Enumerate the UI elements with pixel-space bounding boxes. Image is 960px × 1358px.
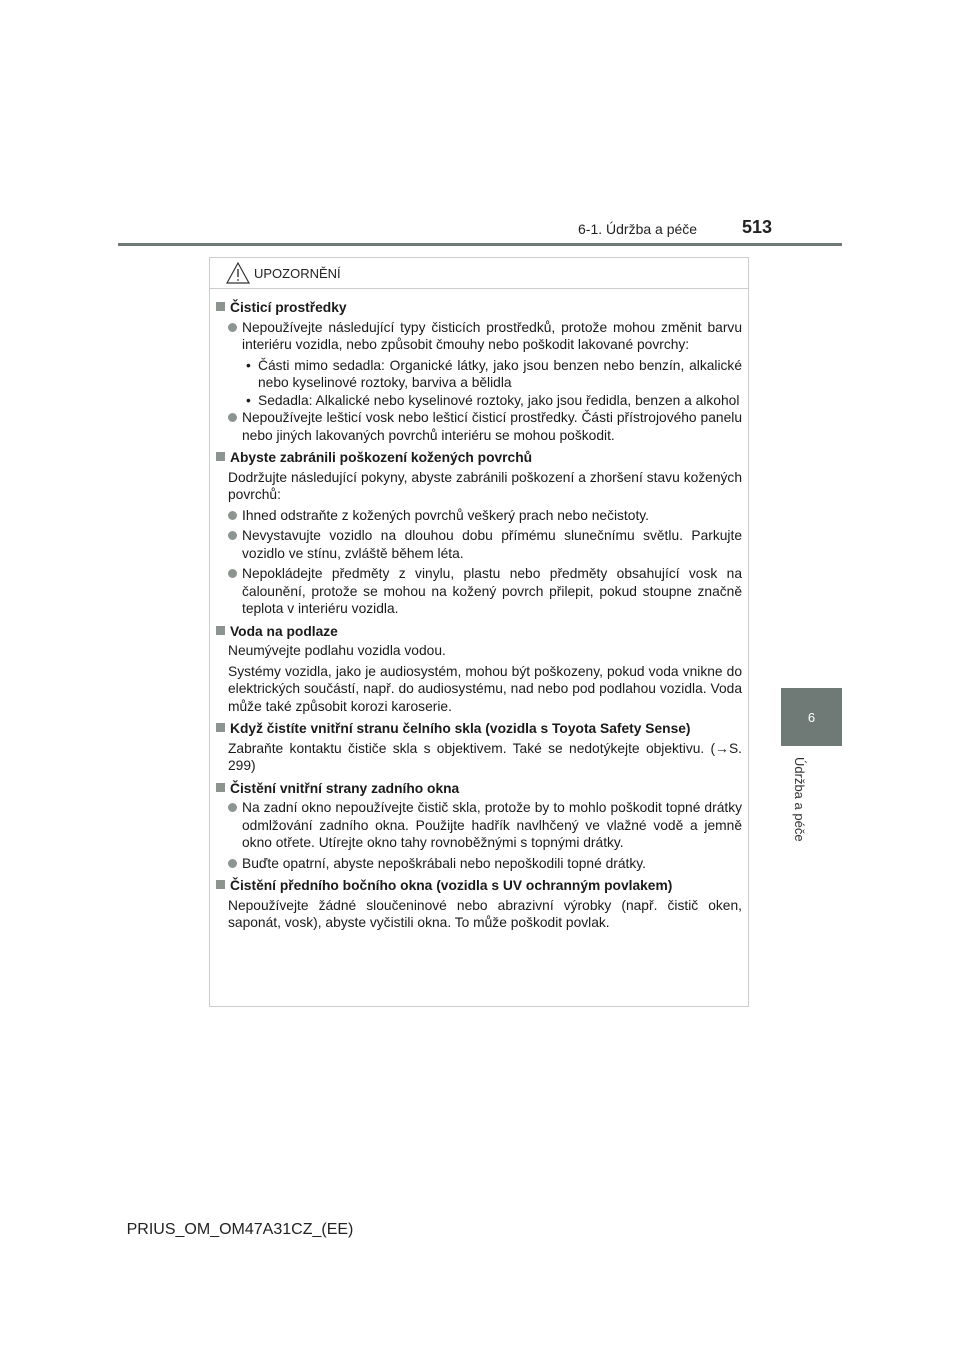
chapter-tab-number: 6 — [807, 709, 816, 725]
small-bullet-icon: • — [246, 392, 251, 408]
circle-bullet-icon — [228, 511, 237, 520]
circle-bullet-icon — [228, 569, 237, 578]
list-item-text: Buďte opatrní, abyste nepoškrábali nebo nepoškodili topné drátky. — [242, 855, 646, 871]
chapter-tab-label: Údržba a péče — [792, 757, 807, 842]
list-item — [216, 507, 742, 525]
warning-title: UPOZORNĚNÍ — [254, 265, 341, 281]
warning-triangle-icon — [226, 262, 250, 284]
square-bullet-icon — [216, 880, 225, 889]
document-code: PRIUS_OM_OM47A31CZ_(EE) — [126, 1221, 354, 1238]
section-paragraph: Dodržujte následující pokyny, abyste zabránili poškození a zhoršení stavu kožených povrchů: — [228, 469, 742, 502]
circle-bullet-icon — [228, 859, 237, 868]
list-item-text: Na zadní okno nepoužívejte čistič skla, protože by to mohlo poškodit topné drátky odmlžování zadního okna. Použijte hadřík navlhčený ve vlažné vodě a jemně okno otřete. Utírejte okno tahy rovnoběžnými s topnými drátky. — [242, 800, 742, 850]
warning-section — [216, 720, 742, 775]
circle-bullet-icon — [228, 803, 237, 812]
section-heading-text: Voda na podlaze — [230, 623, 338, 639]
list-item — [216, 527, 742, 562]
section-paragraph: Neumývejte podlahu vozidla vodou. — [228, 643, 446, 658]
sub-list-item-text: Sedadla: Alkalické nebo kyselinové roztoky, jako jsou ředidla, benzen a alkohol — [258, 392, 740, 408]
square-bullet-icon — [216, 302, 225, 311]
list-item-text: Nepoužívejte lešticí vosk nebo lešticí čisticí prostředky. Části přístrojového panelu nebo jiných lakovaných povrchů interiéru se mohou poškodit. — [242, 410, 742, 443]
section-title: 6-1. Údržba a péče — [578, 221, 698, 237]
section-paragraph: Nepoužívejte žádné sloučeninové nebo abrazivní výrobky (např. čistič oken, saponát, vosk), abyste vyčistili okna. To může poškodit povlak. — [228, 897, 742, 930]
section-heading — [216, 623, 742, 641]
square-bullet-icon — [216, 783, 225, 792]
warning-section — [216, 623, 742, 716]
circle-bullet-icon — [228, 413, 237, 422]
section-heading — [216, 299, 742, 317]
section-heading-text: Když čistíte vnitřní stranu čelního skla (vozidla s Toyota Safety Sense) — [230, 721, 691, 736]
warning-body — [210, 289, 748, 932]
sub-list-item-text: Části mimo sedadla: Organické látky, jako jsou benzen nebo benzín, alkalické nebo kyselinové roztoky, barviva a bělidla — [258, 357, 742, 390]
small-bullet-icon: • — [246, 357, 251, 373]
sub-list-item — [216, 357, 742, 392]
list-item — [216, 565, 742, 618]
warning-section — [216, 299, 742, 444]
section-heading-text: Čisticí prostředky — [230, 300, 347, 315]
square-bullet-icon — [216, 452, 225, 461]
section-heading — [216, 780, 742, 798]
warning-section — [216, 780, 742, 873]
square-bullet-icon — [216, 723, 225, 732]
warning-section — [216, 877, 742, 932]
list-item-text: Nevystavujte vozidlo na dlouhou dobu přímému slunečnímu světlu. Parkujte vozidlo ve stínu, zvláště během léta. — [242, 528, 742, 561]
page-number: 513 — [742, 217, 773, 237]
list-item — [216, 855, 742, 873]
square-bullet-icon — [216, 626, 225, 635]
section-paragraph: Zabraňte kontaktu čističe skla s objektivem. Také se nedotýkejte objektivu. (→S. 299) — [228, 740, 742, 773]
chapter-tab[interactable] — [781, 688, 842, 746]
list-item — [216, 409, 742, 444]
list-item-text: Nepokládejte předměty z vinylu, plastu nebo předměty obsahující vosk na čalounění, protože se mohou na kožený povrch přilepit, pokud stoupne značně teplota v interiéru vozidla. — [242, 566, 742, 616]
section-heading-text: Čistění předního bočního okna (vozidla s UV ochranným povlakem) — [230, 878, 673, 893]
circle-bullet-icon — [228, 323, 237, 332]
section-heading — [216, 877, 742, 895]
warning-box — [209, 257, 749, 1007]
section-heading — [216, 720, 742, 738]
warning-header — [210, 258, 748, 289]
section-heading-text: Čistění vnitřní strany zadního okna — [230, 780, 460, 796]
header-divider — [118, 243, 842, 246]
list-item — [216, 799, 742, 852]
list-item-text: Ihned odstraňte z kožených povrchů veškerý prach nebo nečistoty. — [242, 507, 649, 523]
section-paragraph: Systémy vozidla, jako je audiosystém, mohou být poškozeny, pokud voda vnikne do elektrických součástí, např. do audiosystému, nad nebo pod podlahou vozidla. Voda může také způsobit korozi karoserie. — [228, 663, 742, 714]
sub-list-item — [216, 392, 742, 410]
section-heading — [216, 449, 742, 467]
list-item-text: Nepoužívejte následující typy čisticích prostředků, protože mohou změnit barvu interiéru vozidla, nebo způsobit čmouhy nebo poškodit lakované povrchy: — [242, 319, 742, 352]
list-item — [216, 319, 742, 354]
section-heading-text: Abyste zabránili poškození kožených povrchů — [230, 450, 533, 465]
warning-section — [216, 449, 742, 618]
circle-bullet-icon — [228, 531, 237, 540]
